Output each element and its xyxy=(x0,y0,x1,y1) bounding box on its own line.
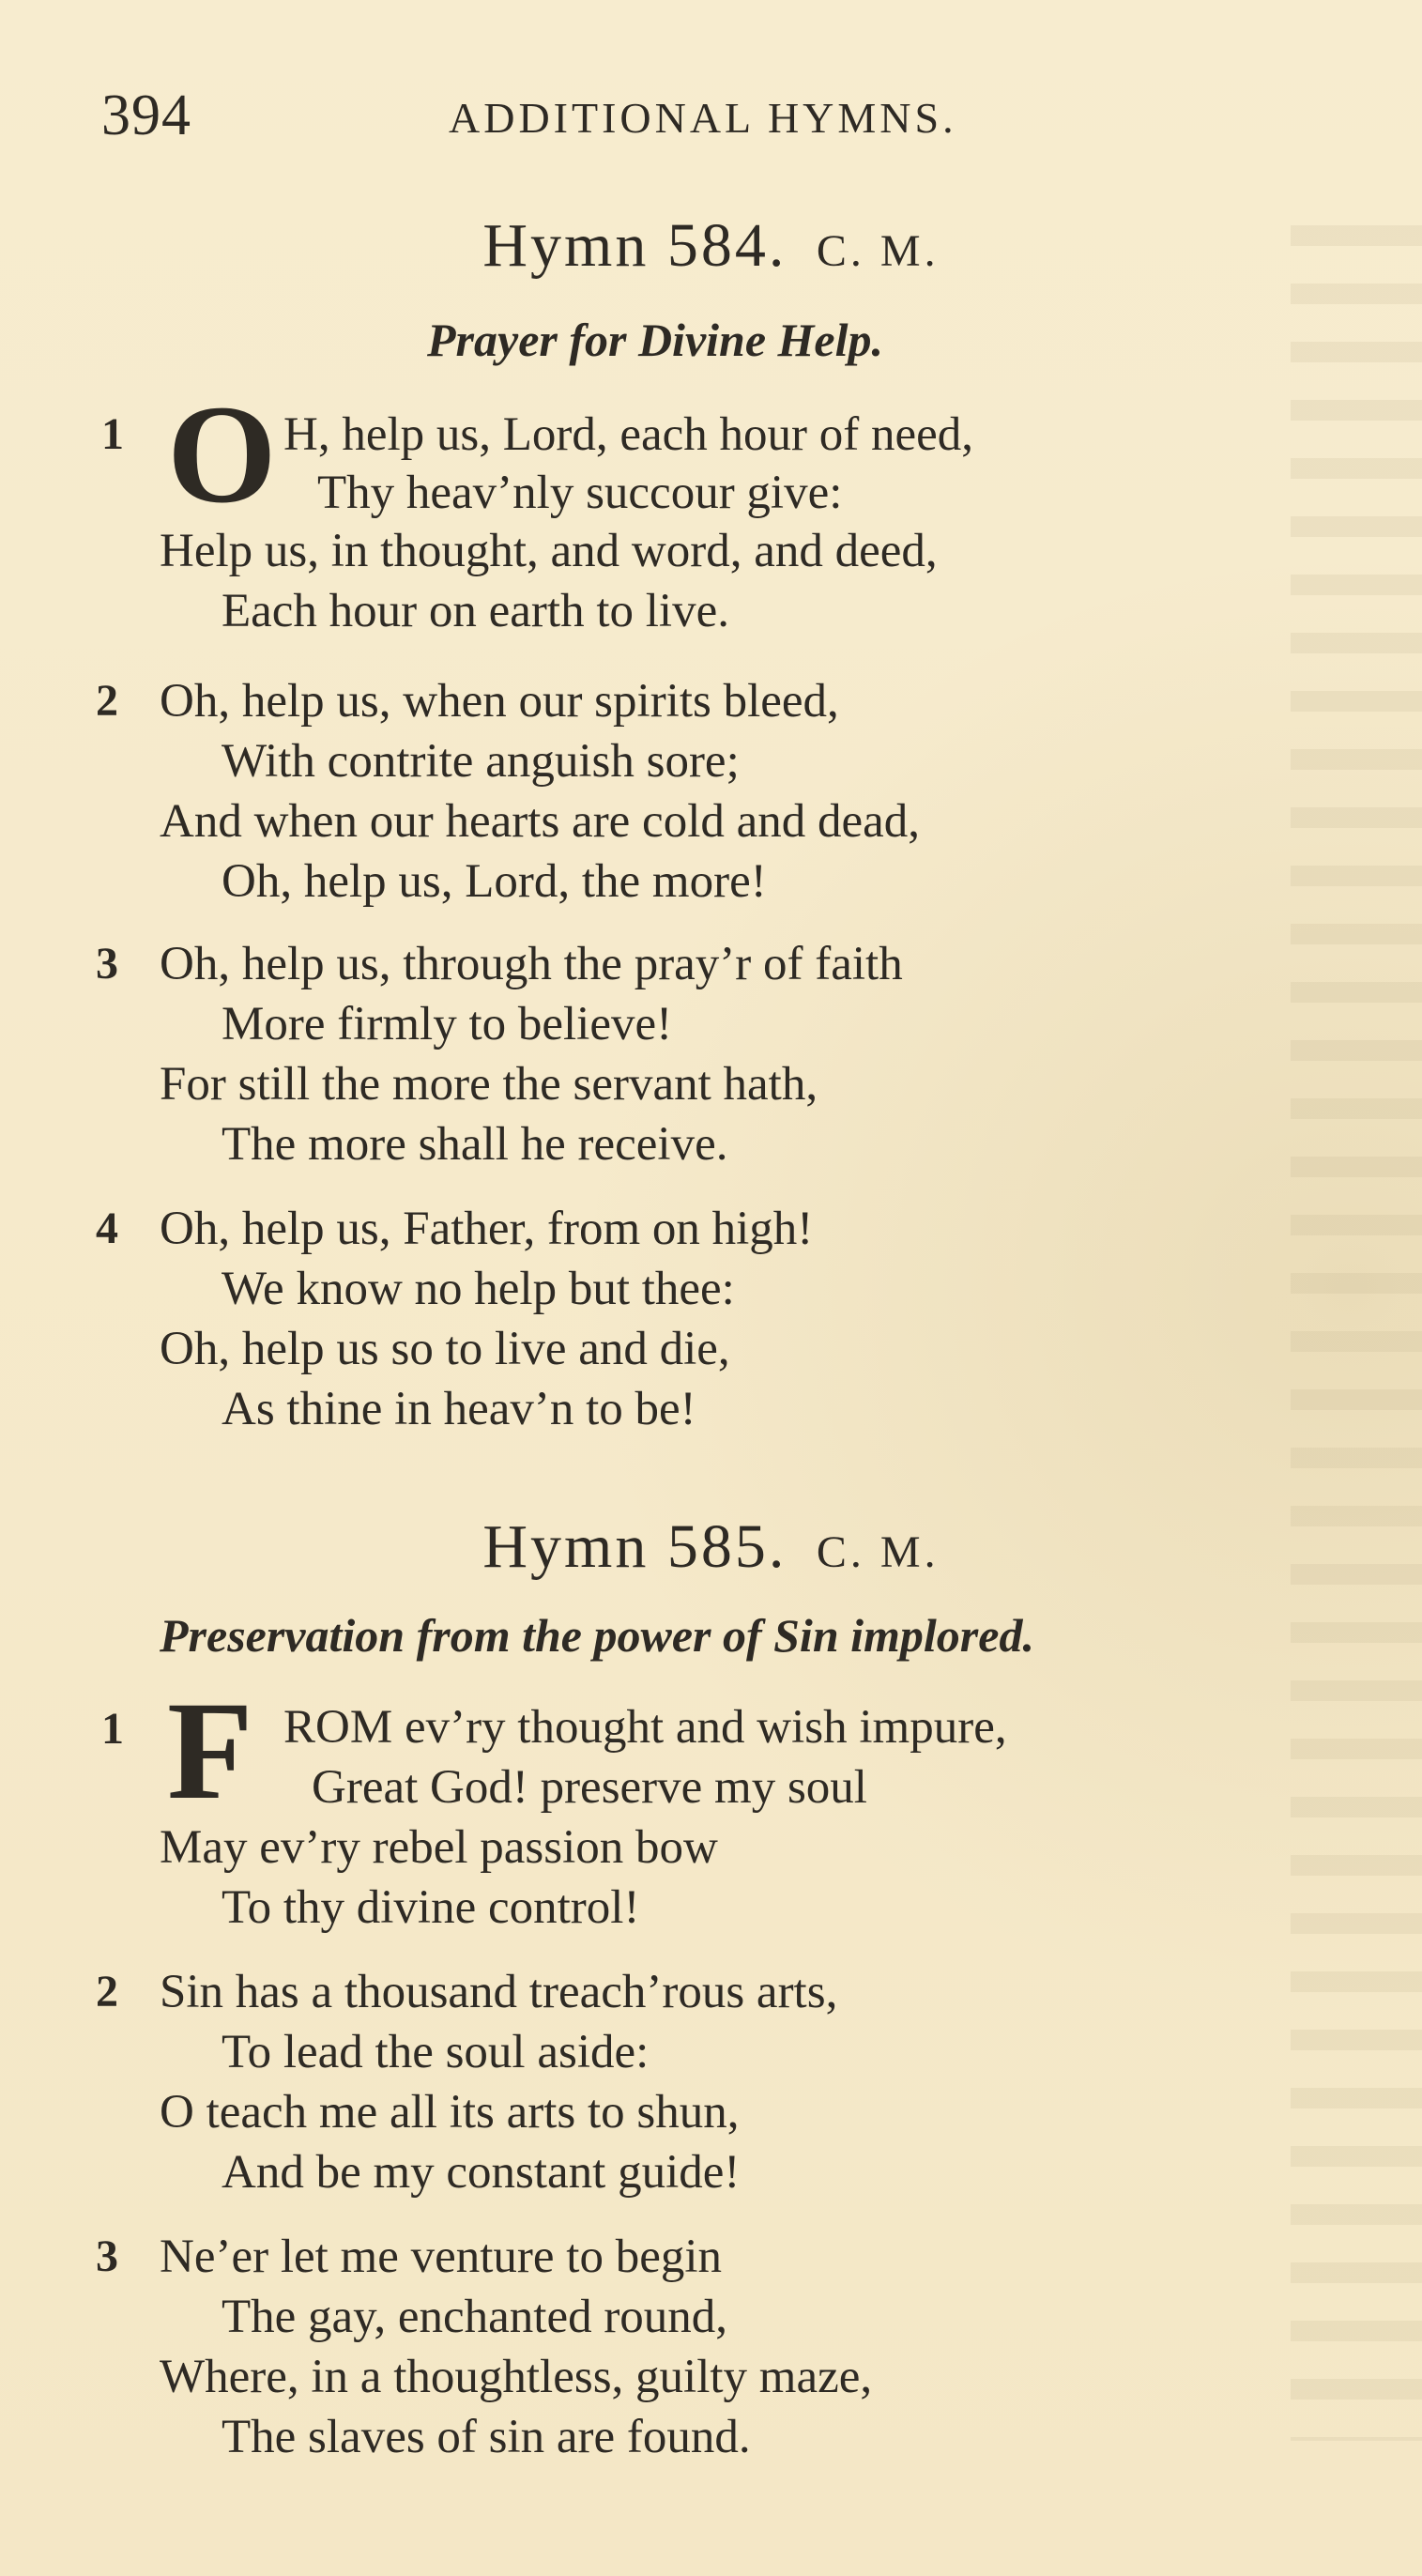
stanza-number: 2 xyxy=(96,1967,118,2016)
verse-line: O teach me all its arts to shun, xyxy=(160,2086,740,2139)
bleed-through-shadow xyxy=(1291,188,1422,2441)
verse-line: As thine in heav’n to be! xyxy=(222,1383,696,1435)
stanza-number: 3 xyxy=(96,939,118,989)
verse-line: Oh, help us, Father, from on high! xyxy=(160,1203,814,1255)
hymn-meter: C. M. xyxy=(816,226,940,276)
drop-cap: O xyxy=(167,376,277,532)
page-number: 394 xyxy=(101,84,191,147)
hymn-title xyxy=(0,1510,1422,1590)
stanza xyxy=(94,376,1220,643)
verse-line: Great God! preserve my soul xyxy=(312,1761,867,1814)
verse-line: Oh, help us so to live and die, xyxy=(160,1323,730,1375)
verse-line: Oh, help us, through the pray’r of faith xyxy=(160,938,903,990)
stanza xyxy=(94,1962,1220,2206)
page-header xyxy=(101,83,1096,148)
verse-line: To lead the soul aside: xyxy=(222,2026,650,2078)
verse-line: More firmly to believe! xyxy=(222,998,673,1050)
hymn-title xyxy=(0,208,1422,289)
verse-line: May ev’ry rebel passion bow xyxy=(160,1821,718,1874)
stanza-number: 4 xyxy=(96,1204,118,1253)
stanza xyxy=(94,2227,1220,2471)
verse-line: Sin has a thousand treach’rous arts, xyxy=(160,1966,838,2018)
verse-line: With contrite anguish sore; xyxy=(222,735,740,788)
stanza-number: 2 xyxy=(96,676,118,726)
verse-line: The slaves of sin are found. xyxy=(222,2411,751,2463)
hymn-meter: C. M. xyxy=(816,1527,940,1577)
stanza xyxy=(94,1673,1220,1941)
verse-line: Help us, in thought, and word, and deed, xyxy=(160,525,938,577)
hymn-number: Hymn 585. xyxy=(482,1512,787,1581)
verse-line: The gay, enchanted round, xyxy=(222,2291,728,2343)
verse-line: Ne’er let me venture to begin xyxy=(160,2231,723,2283)
stanza xyxy=(94,1199,1220,1443)
verse-line: Oh, help us, Lord, the more! xyxy=(222,855,767,908)
stanza xyxy=(94,934,1220,1178)
verse-line: And when our hearts are cold and dead, xyxy=(160,795,921,848)
stanza xyxy=(94,671,1220,915)
hymn-subtitle: Prayer for Divine Help. xyxy=(427,314,884,366)
verse-line: Each hour on earth to live. xyxy=(222,585,729,637)
hymn-number: Hymn 584. xyxy=(482,211,787,280)
verse-line: To thy divine control! xyxy=(222,1881,640,1934)
hymn-subtitle: Preservation from the power of Sin implored. xyxy=(160,1609,1034,1662)
verse-line: For still the more the servant hath, xyxy=(160,1058,818,1111)
verse-line: Oh, help us, when our spirits bleed, xyxy=(160,675,839,728)
verse-line: Where, in a thoughtless, guilty maze, xyxy=(160,2351,873,2403)
verse-line: ROM ev’ry thought and wish impure, xyxy=(283,1701,1007,1754)
stanza-number: 1 xyxy=(101,409,124,459)
running-head: ADDITIONAL HYMNS. xyxy=(449,94,957,142)
stanza-number: 3 xyxy=(96,2231,118,2281)
verse-line: The more shall he receive. xyxy=(222,1118,728,1171)
stanza-number: 1 xyxy=(101,1704,124,1754)
verse-line: And be my constant guide! xyxy=(222,2146,741,2199)
verse-line: H, help us, Lord, each hour of need, xyxy=(283,408,974,461)
verse-line: Thy heav’nly succour give: xyxy=(317,467,843,519)
verse-line: We know no help but thee: xyxy=(222,1263,735,1315)
drop-cap: F xyxy=(167,1673,253,1829)
